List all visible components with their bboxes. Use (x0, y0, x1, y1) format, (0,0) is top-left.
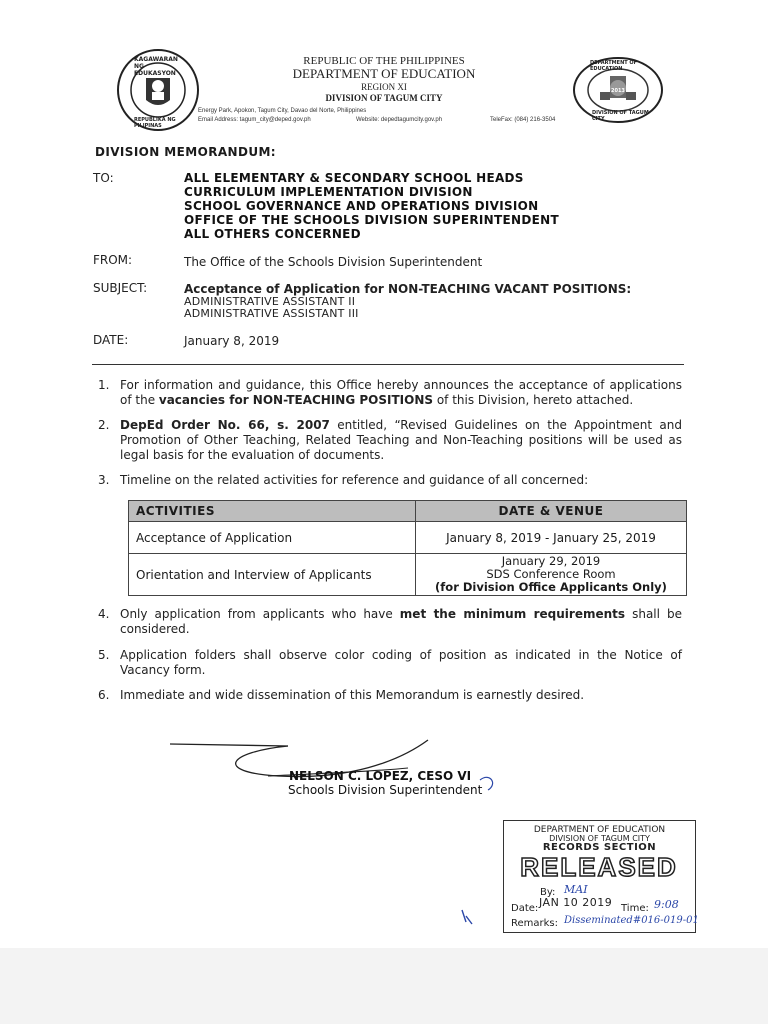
to-recipient: OFFICE OF THE SCHOOLS DIVISION SUPERINTENDENT (184, 213, 559, 227)
item-4-text (120, 607, 682, 637)
memo-heading: DIVISION MEMORANDUM: (95, 145, 277, 159)
right-seal-year: 2013 (611, 88, 625, 94)
item-1-text (120, 378, 682, 408)
table-cell (416, 554, 687, 596)
to-recipient: ALL ELEMENTARY & SECONDARY SCHOOL HEADS (184, 171, 524, 185)
table-header-row (129, 501, 687, 522)
date-label: DATE: (93, 333, 129, 347)
table-header: ACTIVITIES (129, 501, 416, 522)
department-line: DEPARTMENT OF EDUCATION (292, 66, 476, 81)
table-header: DATE & VENUE (416, 501, 687, 522)
stamp-department: DEPARTMENT OF EDUCATION (533, 825, 666, 835)
to-recipient: SCHOOL GOVERNANCE AND OPERATIONS DIVISION (184, 199, 539, 213)
table-cell-note: (for Division Office Applicants Only) (435, 580, 667, 594)
table-row (129, 522, 687, 554)
item-6-text: Immediate and wide dissemination of this Memorandum is earnestly desired. (120, 688, 585, 702)
table-cell-venue: SDS Conference Room (486, 567, 616, 581)
stamp-division: DIVISION OF TAGUM CITY (549, 834, 650, 843)
item-2-text (120, 418, 682, 463)
item-1-part: For information and guidance, this Office hereby announces the acceptance of applications of the (120, 378, 682, 407)
from-label: FROM: (93, 253, 133, 267)
released-status: RELEASED (520, 852, 678, 882)
item-number: 4. (98, 607, 110, 621)
republic-line: REPUBLIC OF THE PHILIPPINES (303, 55, 465, 67)
pen-mark (458, 906, 480, 928)
left-seal-bottom-text: REPUBLIKA NG PILIPINAS (134, 117, 176, 129)
stamp-remarks-label: Remarks: (511, 918, 559, 929)
website-text: Website: depedtagumcity.gov.ph (356, 117, 443, 123)
signatory-title: Schools Division Superintendent (288, 783, 483, 797)
item-2-emphasis: DepEd Order No. 66, s. 2007 (120, 418, 330, 432)
subject-label: SUBJECT: (93, 281, 148, 295)
table-cell: January 8, 2019 - January 25, 2019 (416, 522, 687, 554)
item-4-part: Only application from applicants who have (120, 607, 400, 621)
item-5-text: Application folders shall observe color coding of position as indicated in the Notice of Vacancy form. (120, 648, 682, 677)
division-line: DIVISION OF TAGUM CITY (325, 93, 443, 103)
right-seal-bottom-text: DIVISION OF TAGUM CITY (592, 110, 649, 122)
address-text: Energy Park, Apokon, Tagum City, Davao del Norte, Philippines (198, 108, 367, 114)
item-number: 3. (98, 473, 110, 487)
item-number: 5. (98, 648, 110, 662)
item-number: 6. (98, 688, 110, 702)
telefax-text: TeleFax: (084) 216-3504 (490, 117, 556, 123)
released-stamp (503, 820, 699, 933)
item-3-text: Timeline on the related activities for reference and guidance of all concerned: (120, 473, 589, 487)
item-number: 2. (98, 418, 110, 432)
item-number: 1. (98, 378, 110, 392)
item-2-part: entitled, “Revised Guidelines on the Appointment and Promotion of Other Teaching, Related Teaching and Non-Teaching positions will be used as legal basis for the evaluation of documents. (120, 418, 682, 462)
stamp-date-label: Date: (511, 903, 539, 914)
table-cell-date: January 29, 2019 (501, 554, 601, 568)
subject-title: Acceptance of Application for NON-TEACHING VACANT POSITIONS: (184, 282, 632, 296)
from-value: The Office of the Schools Division Superintendent (184, 255, 483, 269)
item-1-emphasis: vacancies for NON-TEACHING POSITIONS (158, 393, 434, 407)
table-cell: Acceptance of Application (129, 522, 416, 554)
right-seal-top-text: DEPARTMENT OF EDUCATION (590, 60, 638, 72)
stamp-time-value: 9:08 (654, 898, 679, 911)
subject-position: ADMINISTRATIVE ASSISTANT II (184, 295, 356, 308)
date-value: January 8, 2019 (184, 334, 280, 348)
to-recipient: ALL OTHERS CONCERNED (184, 227, 361, 241)
stamp-date-value: JAN 10 2019 (539, 896, 613, 909)
item-4-part: shall be considered. (120, 607, 682, 636)
header-divider (92, 364, 684, 365)
stamp-remarks-value: Disseminated#016-019-01 (564, 915, 699, 926)
stamp-by-label: By: (540, 887, 556, 898)
item-4-emphasis: met the minimum requirements (399, 607, 626, 621)
left-seal-top-text: KAGAWARAN NG EDUKASYON (134, 56, 178, 77)
table-row (129, 554, 687, 596)
stamp-section: RECORDS SECTION (542, 842, 657, 853)
to-label: TO: (93, 171, 114, 185)
region-line: REGION XI (361, 82, 407, 92)
signatory-name: NELSON C. LOPEZ, CESO VI (289, 769, 472, 783)
stamp-time-label: Time: (621, 903, 649, 914)
timeline-table (128, 500, 687, 596)
scan-bottom-margin (0, 948, 768, 1024)
email-text: Email Address: tagum_city@deped.gov.ph (198, 117, 311, 123)
stamp-by-value: MAI (564, 883, 588, 896)
to-recipient: CURRICULUM IMPLEMENTATION DIVISION (184, 185, 473, 199)
subject-position: ADMINISTRATIVE ASSISTANT III (184, 307, 359, 320)
table-cell: Orientation and Interview of Applicants (129, 554, 416, 596)
item-1-part: of this Division, hereto attached. (433, 393, 634, 407)
